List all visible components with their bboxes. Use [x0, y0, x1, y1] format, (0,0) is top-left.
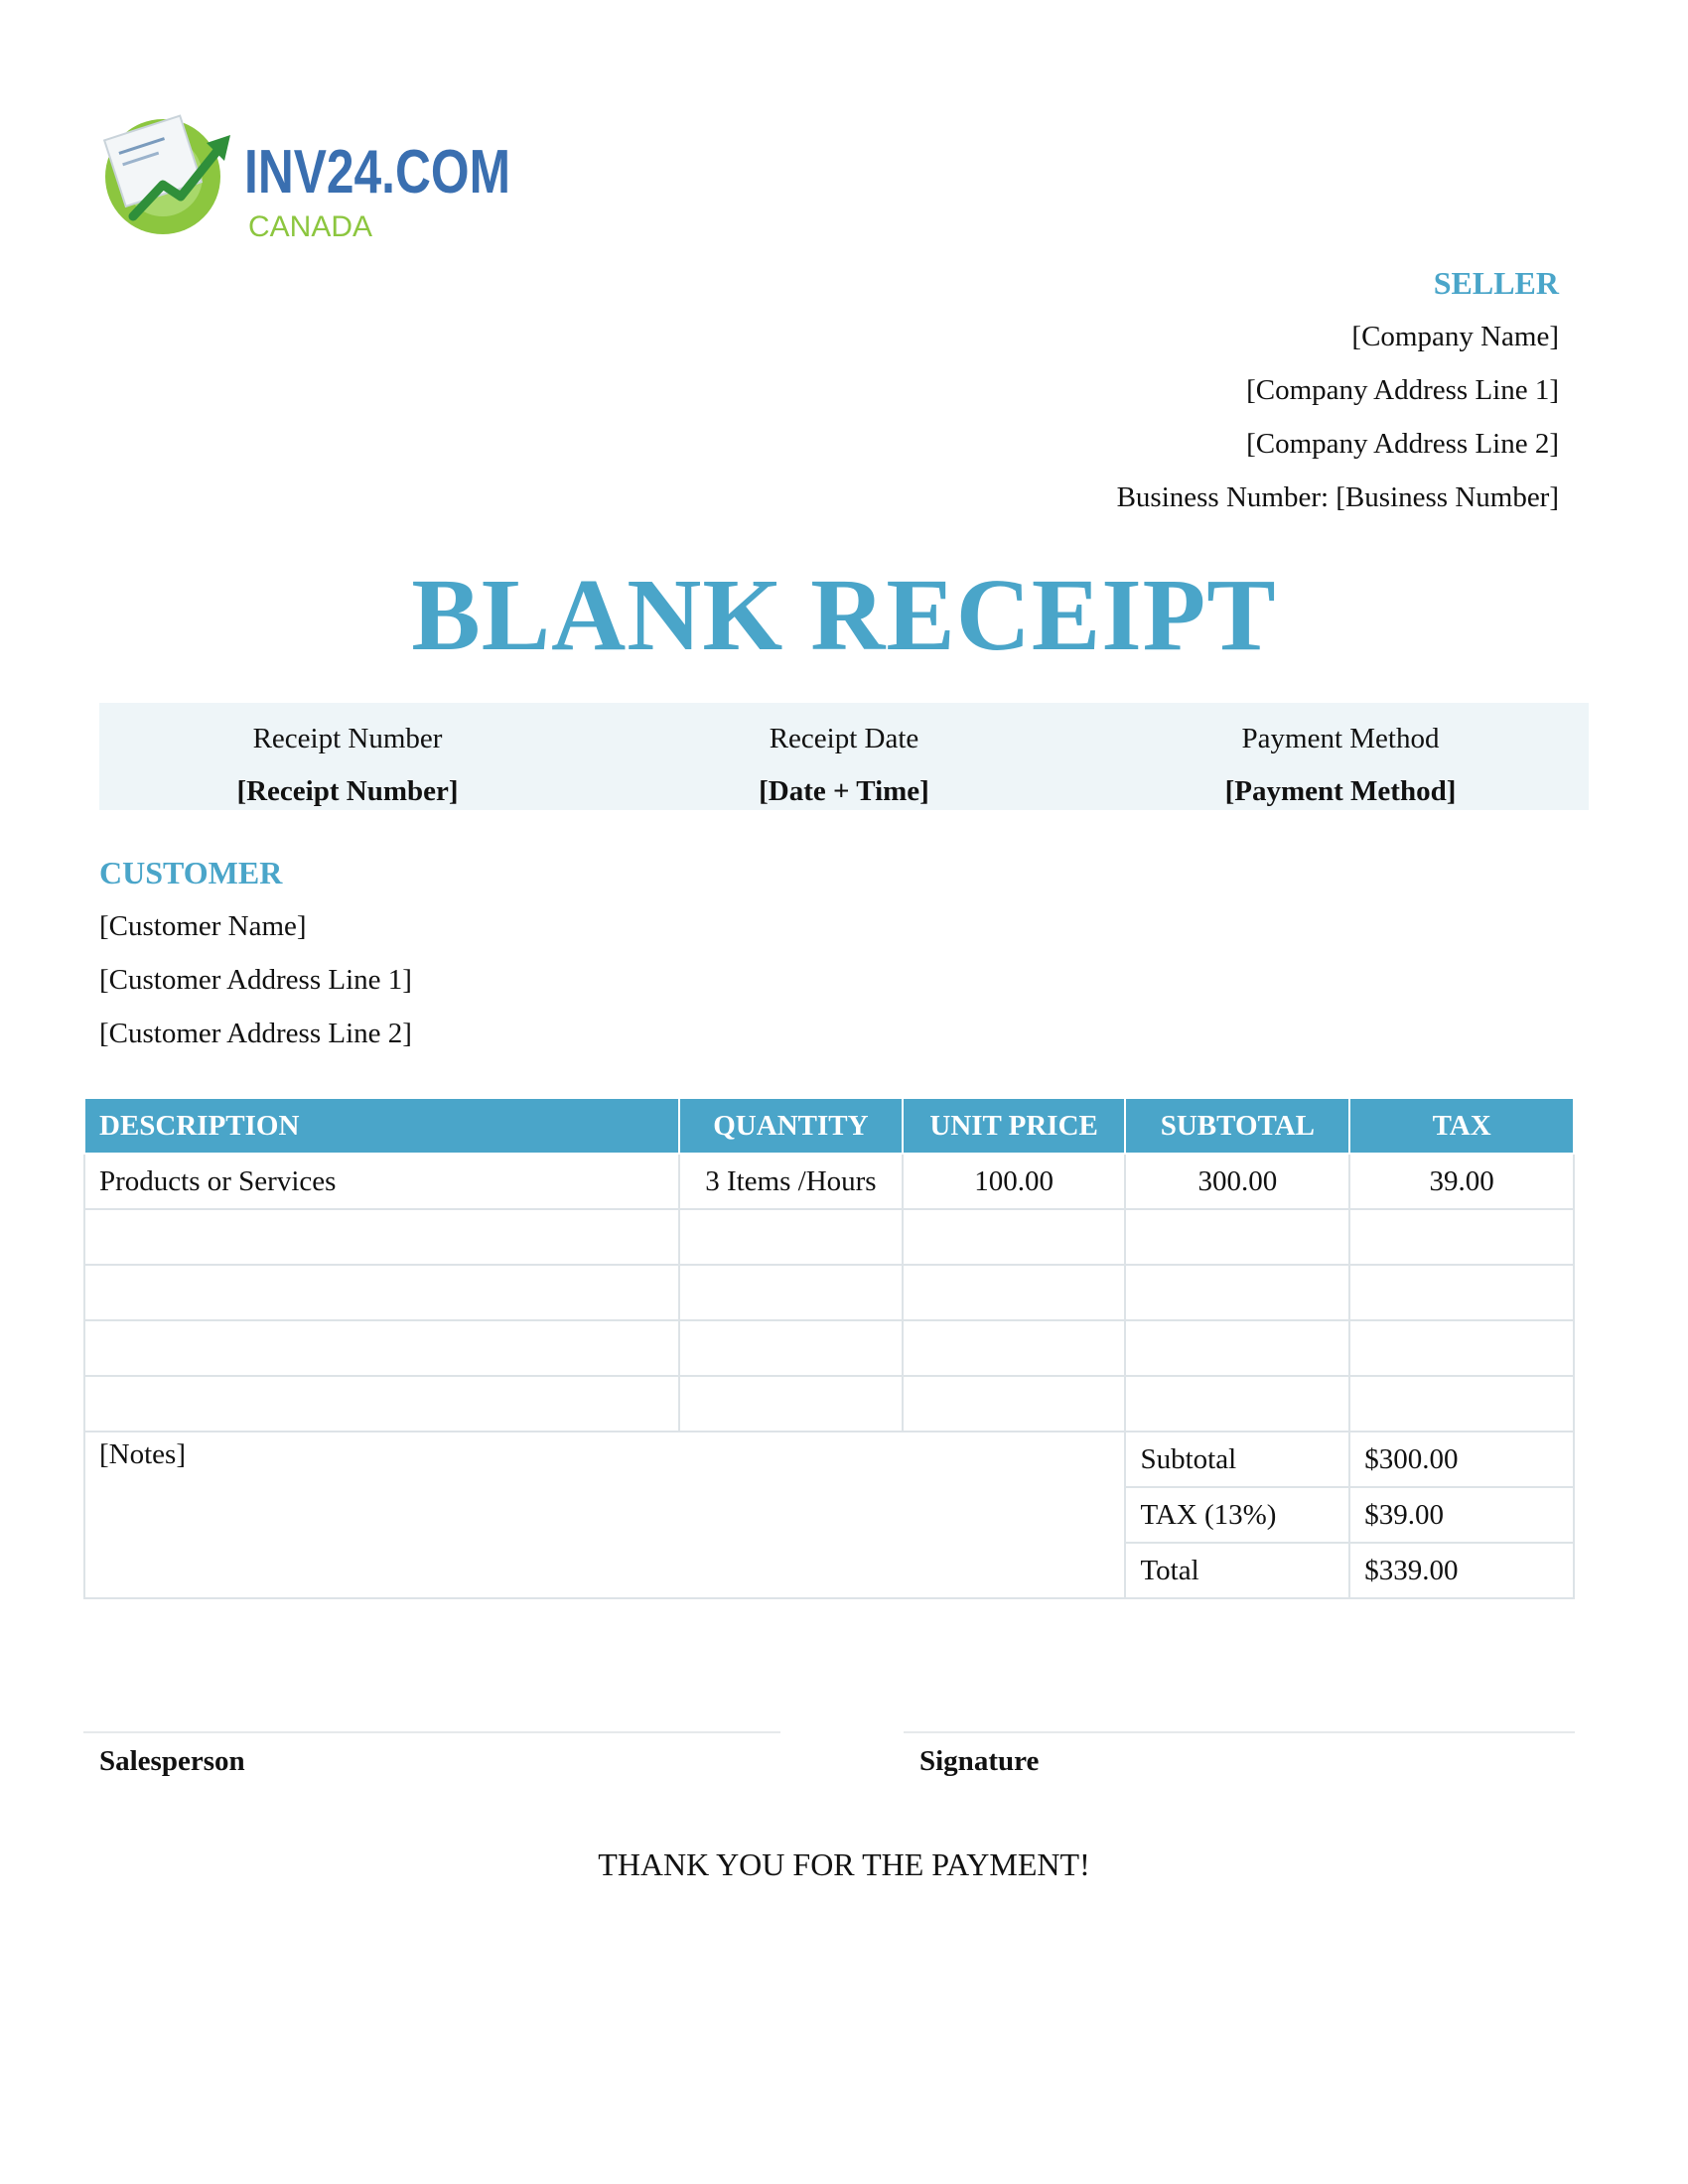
subtotal-value: $300.00: [1349, 1432, 1574, 1487]
receipt-number-value: [Receipt Number]: [236, 775, 459, 807]
empty-cell: [1125, 1320, 1349, 1376]
signature-line: [904, 1731, 1575, 1778]
empty-cell: [679, 1209, 903, 1265]
empty-cell: [1349, 1209, 1574, 1265]
total-label: Total: [1125, 1543, 1349, 1598]
signature-label: Signature: [919, 1745, 1040, 1777]
logo-graphic: [103, 107, 520, 246]
salesperson-line: [83, 1731, 780, 1778]
empty-cell: [679, 1376, 903, 1432]
subtotal-label: Subtotal: [1125, 1432, 1349, 1487]
row-unit-price: 100.00: [903, 1154, 1126, 1209]
receipt-date-value: [Date + Time]: [759, 775, 929, 807]
logo-brand-text: INV24.COM: [244, 138, 510, 206]
empty-cell: [903, 1209, 1126, 1265]
row-tax: 39.00: [1349, 1154, 1574, 1209]
seller-address-line-1: [Company Address Line 1]: [1246, 374, 1559, 406]
header-subtotal: SUBTOTAL: [1125, 1098, 1349, 1154]
empty-cell: [1125, 1265, 1349, 1320]
customer-heading: CUSTOMER: [99, 855, 283, 890]
customer-block: [99, 846, 412, 1060]
row-subtotal: 300.00: [1125, 1154, 1349, 1209]
seller-heading: SELLER: [1433, 265, 1559, 301]
payment-method-label: Payment Method: [1241, 723, 1440, 754]
seller-business-number: Business Number: [Business Number]: [1116, 481, 1559, 513]
subtotal-row: [84, 1432, 1574, 1487]
empty-cell: [903, 1265, 1126, 1320]
empty-cell: [1349, 1320, 1574, 1376]
payment-method-value: [Payment Method]: [1224, 775, 1457, 807]
table-row: [84, 1320, 1574, 1376]
table-header-row: [84, 1098, 1574, 1154]
seller-company-name: [Company Name]: [1351, 321, 1559, 352]
thank-you-message: THANK YOU FOR THE PAYMENT!: [598, 1846, 1090, 1882]
customer-address-line-1: [Customer Address Line 1]: [99, 964, 412, 996]
receipt-number-col: [99, 703, 596, 810]
empty-cell: [903, 1376, 1126, 1432]
seller-address-line-2: [Company Address Line 2]: [1246, 428, 1559, 460]
header-quantity: QUANTITY: [679, 1098, 903, 1154]
table-row: [84, 1154, 1574, 1209]
receipt-date-label: Receipt Date: [769, 723, 919, 754]
tax-label: TAX (13%): [1125, 1487, 1349, 1543]
items-table: [83, 1097, 1575, 1599]
empty-cell: [903, 1320, 1126, 1376]
company-logo: [103, 107, 520, 246]
receipt-number-label: Receipt Number: [252, 723, 443, 754]
empty-cell: [84, 1209, 679, 1265]
empty-cell: [1349, 1376, 1574, 1432]
total-value: $339.00: [1349, 1543, 1574, 1598]
empty-cell: [84, 1320, 679, 1376]
salesperson-label: Salesperson: [99, 1745, 245, 1777]
header-tax: TAX: [1349, 1098, 1574, 1154]
row-quantity: 3 Items /Hours: [679, 1154, 903, 1209]
empty-cell: [679, 1265, 903, 1320]
empty-cell: [679, 1320, 903, 1376]
logo-country-text: CANADA: [248, 210, 373, 243]
empty-cell: [84, 1376, 679, 1432]
header-unit-price: UNIT PRICE: [903, 1098, 1126, 1154]
empty-cell: [1125, 1209, 1349, 1265]
table-row: [84, 1209, 1574, 1265]
row-description: Products or Services: [84, 1154, 679, 1209]
table-row: [84, 1376, 1574, 1432]
customer-address-line-2: [Customer Address Line 2]: [99, 1018, 412, 1049]
receipt-date-col: [596, 703, 1092, 810]
page-title: BLANK RECEIPT: [411, 558, 1277, 672]
table-row: [84, 1265, 1574, 1320]
tax-value: $39.00: [1349, 1487, 1574, 1543]
empty-cell: [1349, 1265, 1574, 1320]
receipt-info-band: [99, 703, 1589, 810]
seller-block: [1117, 256, 1559, 524]
customer-name: [Customer Name]: [99, 910, 307, 942]
header-description: DESCRIPTION: [84, 1098, 679, 1154]
empty-cell: [1125, 1376, 1349, 1432]
empty-cell: [84, 1265, 679, 1320]
payment-method-col: [1092, 703, 1589, 810]
notes-cell: [Notes]: [84, 1432, 1125, 1598]
